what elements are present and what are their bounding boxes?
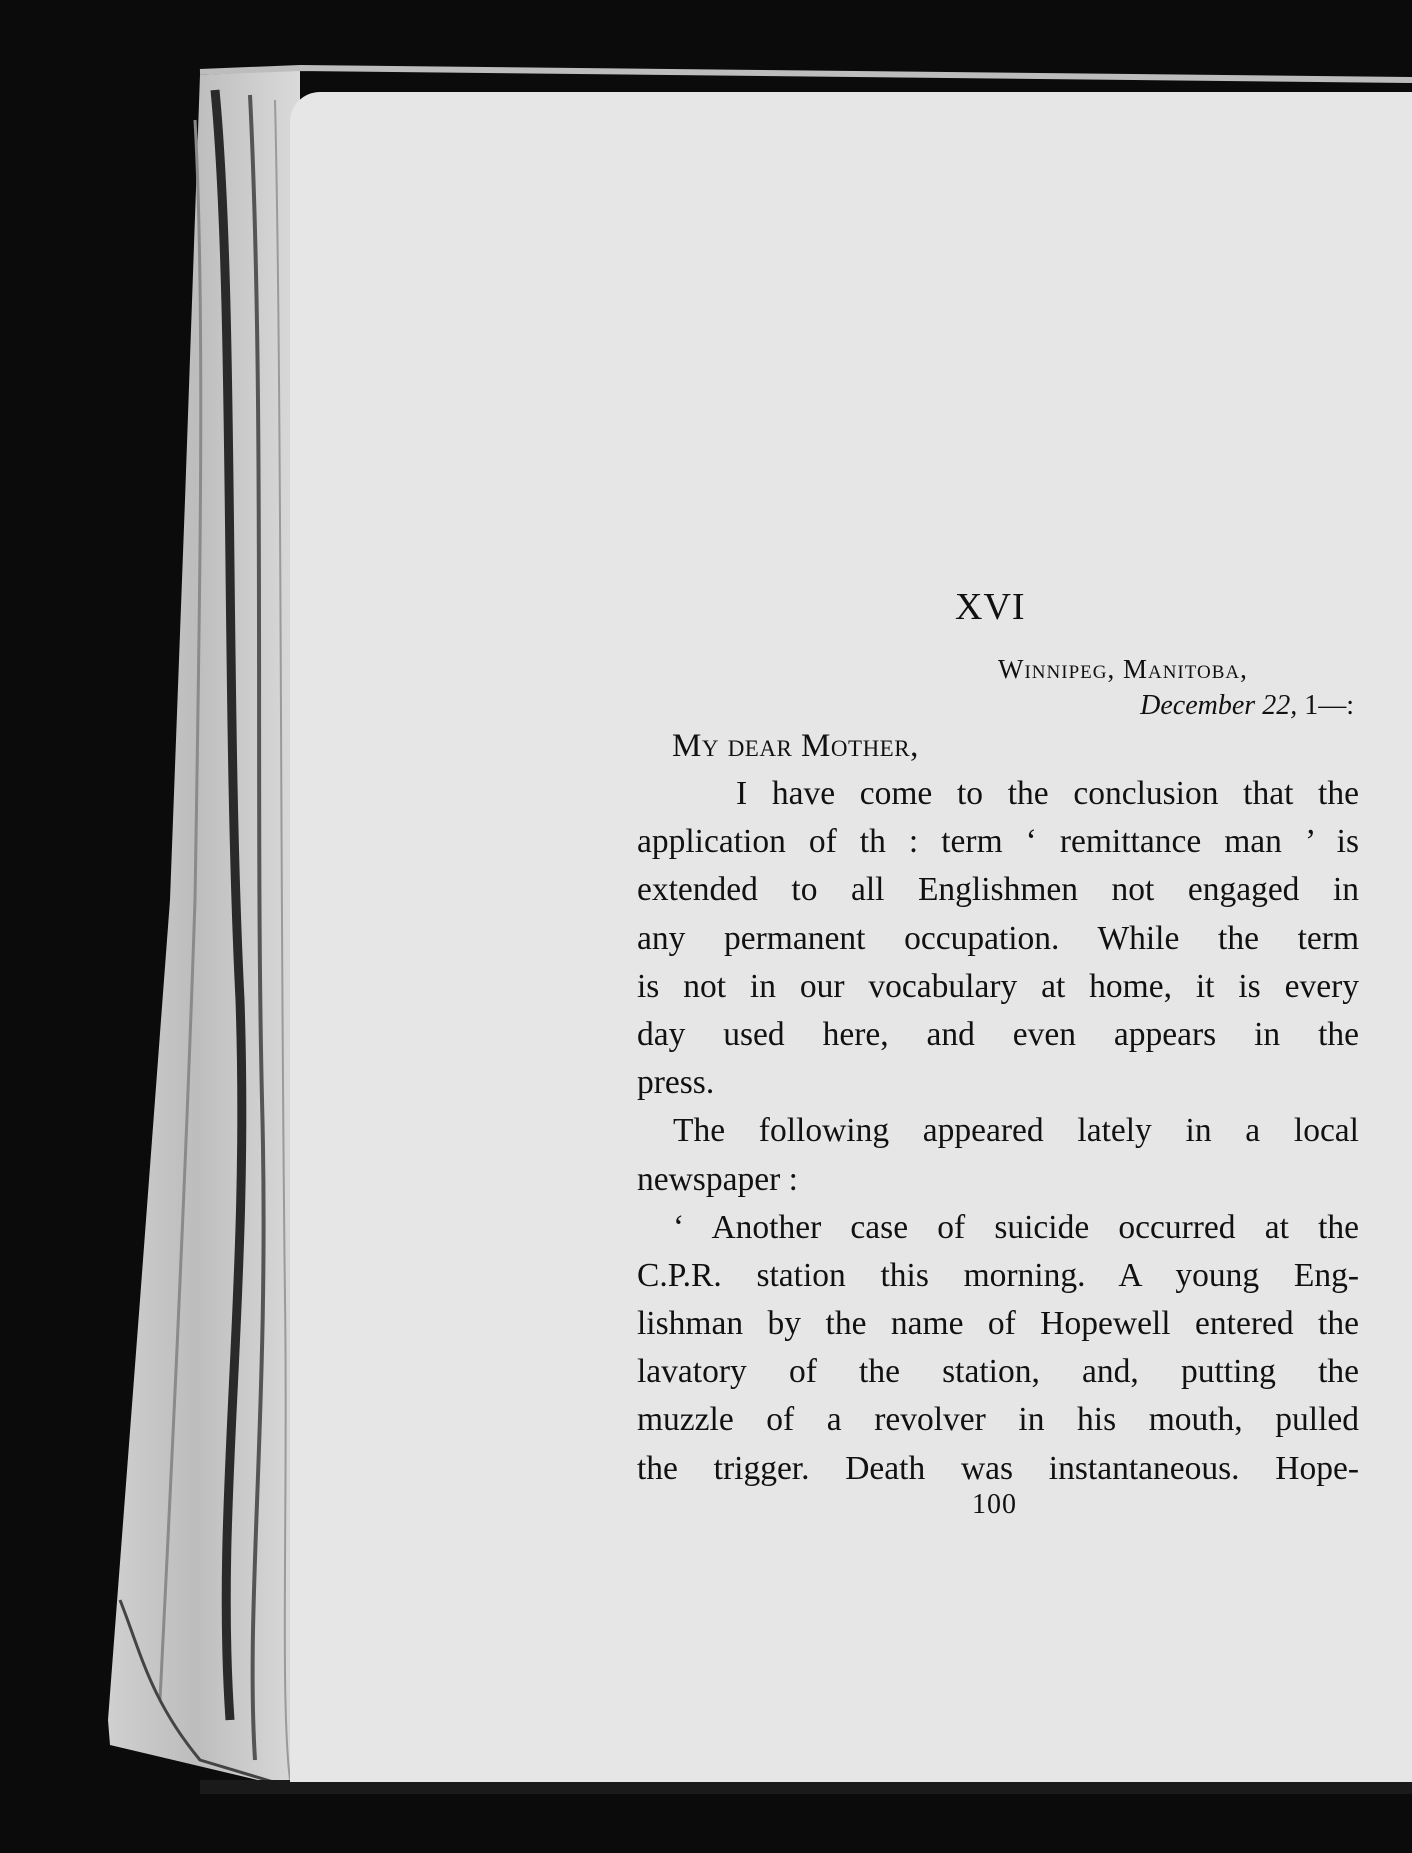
text-line: newspaper : [637, 1160, 798, 1198]
letter-date [1140, 690, 1354, 722]
text-line: press. [637, 1064, 715, 1102]
text-line: C.P.R. station this morning. A young Eng- [637, 1256, 1359, 1294]
text-line: ‘ Another case of suicide occurred at the [673, 1208, 1359, 1246]
body-text [637, 770, 1359, 1493]
date-year: 1—: [1304, 690, 1354, 721]
text-line: the trigger. Death was instantaneous. Hope- [637, 1449, 1359, 1487]
text-line: application of th : term ‘ remittance man ’ is [637, 823, 1359, 861]
text-line: muzzle of a revolver in his mouth, pulled [637, 1401, 1359, 1439]
chapter-heading: XVI [955, 586, 1026, 628]
text-line: The following appeared lately in a local [673, 1112, 1359, 1150]
text-line: extended to all Englishmen not engaged in [637, 871, 1359, 909]
salutation: My dear Mother, [672, 728, 919, 764]
date-month-day: December 22, [1140, 690, 1298, 721]
text-line: lavatory of the station, and, putting the [637, 1353, 1359, 1391]
text-line: day used here, and even appears in the [637, 1015, 1359, 1053]
page-number: 100 [972, 1489, 1017, 1520]
text-line: is not in our vocabulary at home, it is every [637, 967, 1359, 1005]
text-line: I have come to the conclusion that the [736, 775, 1359, 812]
text-line: lishman by the name of Hopewell entered the [637, 1305, 1359, 1343]
letter-place: Winnipeg, Manitoba, [998, 654, 1248, 684]
text-line: any permanent occupation. While the term [637, 919, 1359, 957]
